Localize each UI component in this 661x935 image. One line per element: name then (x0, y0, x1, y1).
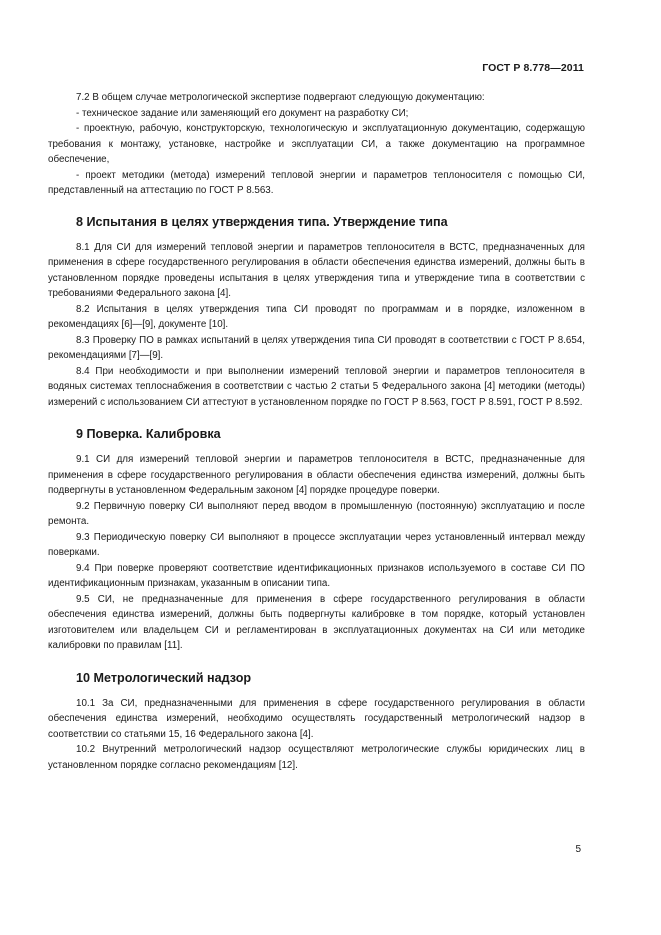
document-body (48, 90, 585, 773)
paragraph-8-1: 8.1 Для СИ для измерений тепловой энергии и параметров теплоносителя в ВСТС, предназначенных для применения в сфере государственного регулирования в области обеспечения единства измерений, должны быть в установленном порядке проведены испытания в целях утверждения типа и утверждение типа в соответствии с требованиями Федерального закона [4]. (48, 241, 585, 299)
list-item: - проектную, рабочую, конструкторскую, технологическую и эксплуатационную документацию, содержащую требования к монтажу, установке, настройке и эксплуатации СИ, а также документацию на программное обеспечение, (48, 123, 585, 165)
paragraph-9-2: 9.2 Первичную поверку СИ выполняют перед вводом в промышленную (постоянную) эксплуатацию и после ремонта. (48, 500, 585, 527)
section-9-title: 9 Поверка. Калибровка (76, 427, 221, 441)
paragraph-7-2: 7.2 В общем случае метрологической экспертизе подвергают следующую документацию: (76, 92, 485, 103)
paragraph-9-5: 9.5 СИ, не предназначенные для применения в сфере государственного регулирования в области обеспечения единства измерений, должны быть подвергнуты калибровке в том порядке, который установлен изготовителем или владельцем СИ и регламентирован в эксплуатационных документах на СИ или методике калибровки по правилам [11]. (48, 593, 585, 651)
paragraph-9-3: 9.3 Периодическую поверку СИ выполняют в процессе эксплуатации через установленный интервал между поверками. (48, 531, 585, 558)
section-10-title: 10 Метрологический надзор (76, 670, 252, 685)
paragraph-9-4: 9.4 При поверке проверяют соответствие идентификационных признаков используемого в составе СИ ПО идентификационным признакам, указанным в описании типа. (48, 562, 585, 589)
paragraph-8-4: 8.4 При необходимости и при выполнении измерений тепловой энергии и параметров теплоносителя в водяных системах теплоснабжения в соответствии с частью 2 статьи 5 Федерального закона [4] методики (методы) измерений с использованием СИ аттестуют в установленном порядке по ГОСТ Р 8.563, ГОСТ Р 8.591, ГОСТ Р 8.592. (48, 365, 585, 408)
paragraph-8-2: 8.2 Испытания в целях утверждения типа СИ проводят по программам и в порядке, изложенном в рекомендациях [6]—[9], документе [10]. (48, 303, 585, 330)
paragraph-10-1: 10.1 За СИ, предназначенными для применения в сфере государственного регулирования в области обеспечения единства измерений, необходимо осуществлять государственный метрологический надзор в соответствии со статьями 15, 16 Федерального закона [4]. (48, 697, 585, 740)
page-number: 5 (575, 844, 581, 855)
paragraph-9-1: 9.1 СИ для измерений тепловой энергии и параметров теплоносителя в ВСТС, предназначенные для применения в сфере государственного регулирования в области обеспечения единства измерений, должны быть подвергнуты в установленном Федеральным законом [4] порядке процедуре поверки. (48, 454, 585, 496)
document-header: ГОСТ Р 8.778—2011 (482, 62, 584, 74)
section-8-title: 8 Испытания в целях утверждения типа. Утверждение типа (76, 214, 448, 229)
list-item: - техническое задание или заменяющий его документ на разработку СИ; (76, 107, 409, 119)
paragraph-10-2: 10.2 Внутренний метрологический надзор осуществляют метрологические службы юридических лиц в установленном порядке согласно рекомендациям [12]. (48, 744, 585, 771)
paragraph-8-3: 8.3 Проверку ПО в рамках испытаний в целях утверждения типа СИ проводят в соответствии с ГОСТ Р 8.654, рекомендациями [7]—[9]. (48, 334, 585, 361)
list-item: - проект методики (метода) измерений тепловой энергии и параметров теплоносителя с помощью СИ, представленный на аттестацию по ГОСТ Р 8.563. (48, 169, 585, 196)
